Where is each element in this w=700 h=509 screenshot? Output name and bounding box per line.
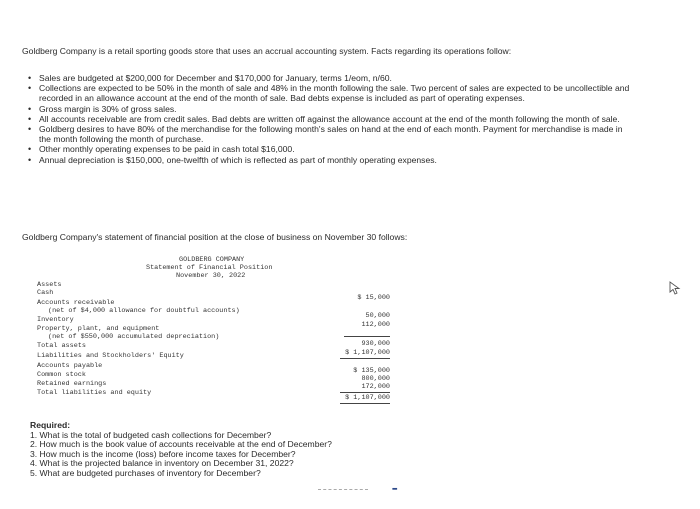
list-item: • Other monthly operating expenses to be paid in cash total $16,000. [28,144,634,154]
company-name: GOLDBERG COMPANY [179,256,245,264]
ar-value: 50,000 [365,312,390,320]
ar-label: Accounts receivable [37,299,115,307]
assets-header: Assets [37,281,62,289]
inventory-label: Inventory [37,316,74,324]
intro-paragraph: Goldberg Company is a retail sporting goods store that uses an accrual accounting system. Facts regarding its operations follow: [22,46,512,56]
common-stock-value: 800,000 [361,375,390,383]
double-rule [340,358,390,359]
retained-earnings-value: 172,000 [361,383,390,391]
ppe-sublabel: (net of $550,000 accumulated depreciation) [48,333,220,341]
required-section [30,421,430,479]
statement-intro: Goldberg Company's statement of financial position at the close of business on November 30 follows: [22,232,408,242]
required-header: Required: [30,420,71,430]
total-assets-label: Total assets [37,342,86,350]
question: 4. What is the projected balance in inventory on December 31, 2022? [30,458,294,469]
ap-value: $ 135,000 [353,367,390,375]
list-item: • All accounts receivable are from credit sales. Bad debts are written off against the allowance account at the end of the month following the month of sale. [28,114,634,124]
list-item: • Goldberg desires to have 80% of the merchandise for the following month's sales on hand at the end of each month. Payment for merchandise is made in the month following the month of purchase. [28,124,634,144]
ppe-value: 930,000 [361,340,390,348]
total-assets-value: $ 1,107,000 [345,349,390,357]
underline-rule [340,392,390,393]
question: 2. How much is the book value of accounts receivable at the end of December? [30,439,332,450]
divider-dashes [318,489,368,490]
question: 1. What is the total of budgeted cash collections for December? [30,429,272,440]
facts-list [28,73,634,165]
total-le-label: Total liabilities and equity [37,389,152,397]
liabilities-header: Liabilities and Stockholders' Equity [37,352,184,360]
inventory-value: 112,000 [361,321,390,329]
ap-label: Accounts payable [37,362,103,370]
total-le-value: $ 1,107,000 [345,394,390,402]
question: 3. How much is the income (loss) before income taxes for December? [30,448,296,459]
cash-label: Cash [37,289,54,297]
ar-sublabel: (net of $4,000 allowance for doubtful accounts) [48,307,240,315]
cash-value: $ 15,000 [357,294,390,302]
common-stock-label: Common stock [37,371,86,379]
cursor-icon [669,281,681,295]
question: 5. What are budgeted purchases of inventory for December? [30,467,261,478]
statement-date: November 30, 2022 [176,272,246,280]
underline-rule [344,336,390,337]
ppe-label: Property, plant, and equipment [37,325,160,333]
more-dots-icon[interactable]: ▪▪▪ [392,486,397,493]
list-item: • Collections are expected to be 50% in the month of sale and 48% in the month following the sale. Two percent of sales are expected to be uncollectible and recorded in an allowance account at the end of the month of sale. Bad debts expense is included as part of operating expenses. [28,83,634,103]
statement-title: Statement of Financial Position [146,264,273,272]
list-item: • Sales are budgeted at $200,000 for December and $170,000 for January, terms 1/eom, n/60. [28,73,634,83]
retained-earnings-label: Retained earnings [37,380,107,388]
list-item: • Gross margin is 30% of gross sales. [28,104,634,114]
double-rule [340,403,390,404]
list-item: • Annual depreciation is $150,000, one-twelfth of which is reflected as part of monthly operating expenses. [28,155,634,165]
